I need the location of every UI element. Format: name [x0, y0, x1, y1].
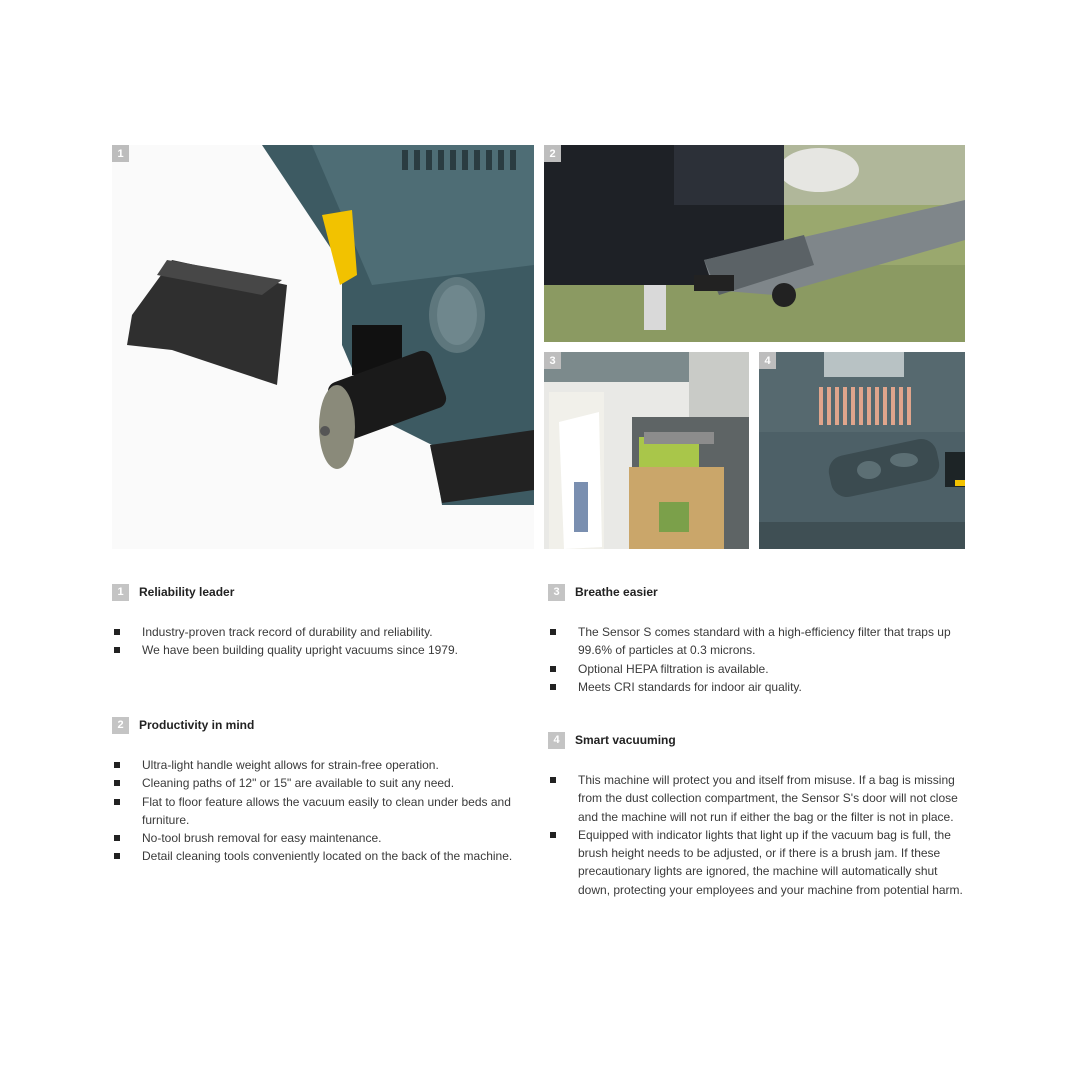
section-number-badge: 1	[112, 584, 129, 601]
section-title: Reliability leader	[139, 585, 235, 599]
photo-number-badge: 3	[544, 352, 561, 369]
bullet-list	[112, 756, 532, 866]
bullet-item: We have been building quality upright vacuums since 1979.	[112, 641, 532, 659]
photo-number-badge: 1	[112, 145, 129, 162]
bullet-item: The Sensor S comes standard with a high-efficiency filter that traps up 99.6% of particles at 0.3 microns.	[548, 623, 968, 660]
section-breathe-easier	[548, 582, 968, 696]
section-heading	[548, 582, 968, 602]
section-title: Productivity in mind	[139, 718, 255, 732]
bullet-list	[548, 771, 968, 899]
section-number-badge: 4	[548, 732, 565, 749]
bullet-item: Flat to floor feature allows the vacuum easily to clean under beds and furniture.	[112, 793, 532, 830]
section-number-badge: 2	[112, 717, 129, 734]
section-smart-vacuuming	[548, 730, 968, 899]
bullet-list	[112, 623, 532, 660]
bullet-item: This machine will protect you and itself from misuse. If a bag is missing from the dust collection compartment, the Sensor S's door will not close and the machine will not run if either the bag or the filter is not in place.	[548, 771, 968, 826]
bullet-list	[548, 623, 968, 696]
photo-brush-removal	[112, 145, 534, 549]
bullet-item: Industry-proven track record of durability and reliability.	[112, 623, 532, 641]
photo-indicator-lights	[759, 352, 965, 549]
section-heading	[112, 582, 532, 602]
bullet-item: Cleaning paths of 12" or 15" are available to suit any need.	[112, 774, 532, 792]
section-heading	[112, 715, 532, 735]
photo-number-badge: 2	[544, 145, 561, 162]
bullet-item: Ultra-light handle weight allows for strain-free operation.	[112, 756, 532, 774]
bullet-item: Optional HEPA filtration is available.	[548, 660, 968, 678]
photo-number-badge: 4	[759, 352, 776, 369]
section-number-badge: 3	[548, 584, 565, 601]
section-title: Breathe easier	[575, 585, 658, 599]
section-productivity-in-mind	[112, 715, 532, 866]
section-heading	[548, 730, 968, 750]
photo-flat-to-floor	[544, 145, 965, 342]
bullet-item: Equipped with indicator lights that light up if the vacuum bag is full, the brush height needs to be adjusted, or if there is a brush jam. If these precautionary lights are ignored, the machine will automatically shut down, protecting your employees and your machine from potential harm.	[548, 826, 968, 899]
indicator-panel-illustration	[759, 352, 965, 549]
section-reliability-leader	[112, 582, 532, 660]
bullet-item: Detail cleaning tools conveniently located on the back of the machine.	[112, 847, 532, 865]
bullet-item: No-tool brush removal for easy maintenance.	[112, 829, 532, 847]
bullet-item: Meets CRI standards for indoor air quality.	[548, 678, 968, 696]
section-title: Smart vacuuming	[575, 733, 676, 747]
couch-vacuum-illustration	[544, 145, 965, 342]
vacuum-brush-illustration	[112, 145, 534, 549]
photo-dust-bag	[544, 352, 749, 549]
dust-bag-illustration	[544, 352, 749, 549]
